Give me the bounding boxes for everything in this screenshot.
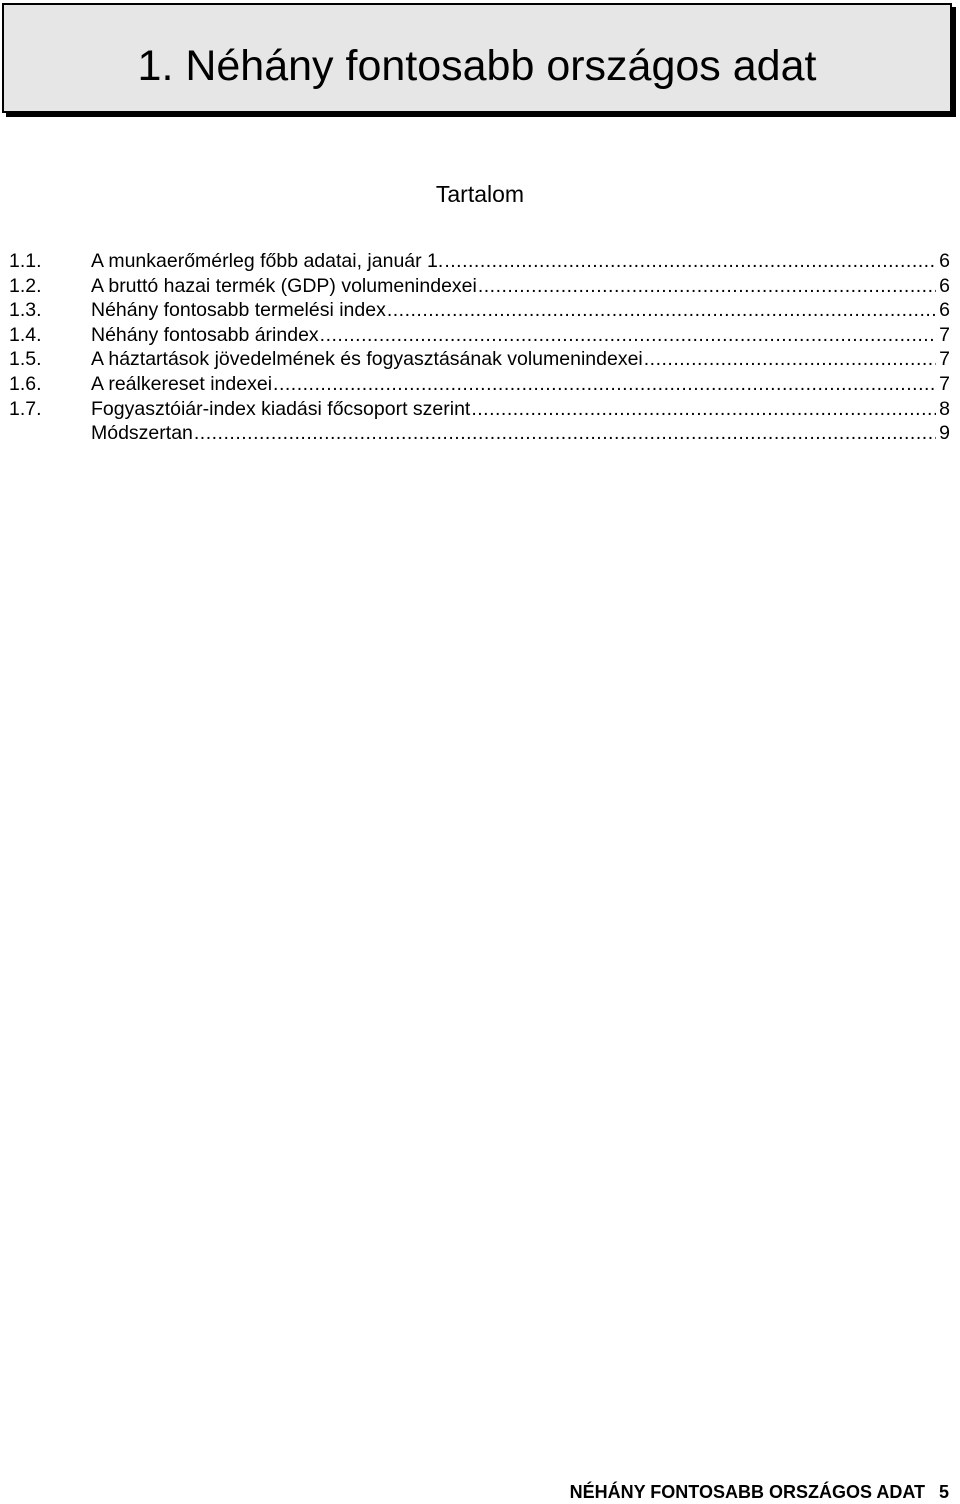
toc-dot-leader: [387, 298, 936, 322]
toc-entry-title[interactable]: A munkaerőmérleg főbb adatai, január 1.: [91, 250, 444, 272]
toc-dot-leader: [444, 249, 936, 273]
toc-entry-page[interactable]: 9: [939, 422, 950, 445]
toc-entry-page[interactable]: 8: [939, 397, 950, 420]
toc-dot-leader: [273, 372, 936, 396]
toc-entry-title[interactable]: A háztartások jövedelmének és fogyasztásának volumenindexei: [91, 348, 643, 371]
toc-entry-page[interactable]: 7: [939, 372, 950, 395]
toc-entry-page[interactable]: 6: [939, 299, 950, 322]
toc-dot-leader: [471, 397, 936, 421]
toc-heading: Tartalom: [435, 181, 525, 207]
page-footer: [570, 1481, 949, 1503]
toc-dot-leader: [194, 421, 936, 445]
toc-entry-number: 1.6.: [9, 372, 42, 395]
footer-page-number: 5: [938, 1482, 949, 1502]
toc-entry[interactable]: [9, 372, 950, 397]
toc-dot-leader: [644, 347, 936, 371]
toc-entry-number: 1.3.: [9, 299, 42, 322]
toc-entry-title[interactable]: Néhány fontosabb termelési index: [91, 299, 386, 322]
toc-dot-leader: [320, 323, 936, 347]
toc-entry-page[interactable]: 6: [939, 274, 950, 297]
toc-entry-title[interactable]: A reálkereset indexei: [91, 372, 273, 395]
toc-entry[interactable]: [9, 421, 950, 446]
toc-entry-number: 1.7.: [9, 397, 42, 420]
toc-entry[interactable]: [9, 397, 950, 422]
toc-entry-title[interactable]: A bruttó hazai termék (GDP) volumenindexei: [91, 274, 477, 297]
toc-entry-page[interactable]: 6: [939, 250, 950, 272]
toc-entry-number: 1.1.: [9, 250, 42, 272]
footer-running-title: NÉHÁNY FONTOSABB ORSZÁGOS ADAT: [569, 1482, 925, 1502]
toc-entry-title[interactable]: Fogyasztóiár-index kiadási főcsoport szerint: [91, 397, 471, 420]
toc-entry[interactable]: [9, 323, 950, 348]
toc-entry-title[interactable]: Módszertan: [91, 422, 193, 445]
toc-entry-title[interactable]: Néhány fontosabb árindex: [91, 323, 319, 346]
toc-entry-number: 1.2.: [9, 274, 42, 297]
toc-entry[interactable]: [9, 298, 950, 323]
toc-entry[interactable]: [9, 347, 950, 372]
toc-entry-number: 1.5.: [9, 348, 42, 371]
toc-entry[interactable]: [9, 249, 950, 274]
table-of-contents: [9, 249, 950, 446]
chapter-title: 1. Néhány fontosabb országos adat: [137, 42, 817, 90]
chapter-title-box: [2, 3, 952, 113]
toc-entry-page[interactable]: 7: [939, 348, 950, 371]
toc-entry[interactable]: [9, 274, 950, 299]
toc-dot-leader: [478, 274, 936, 298]
toc-entry-number: 1.4.: [9, 323, 42, 346]
toc-entry-page[interactable]: 7: [939, 323, 950, 346]
